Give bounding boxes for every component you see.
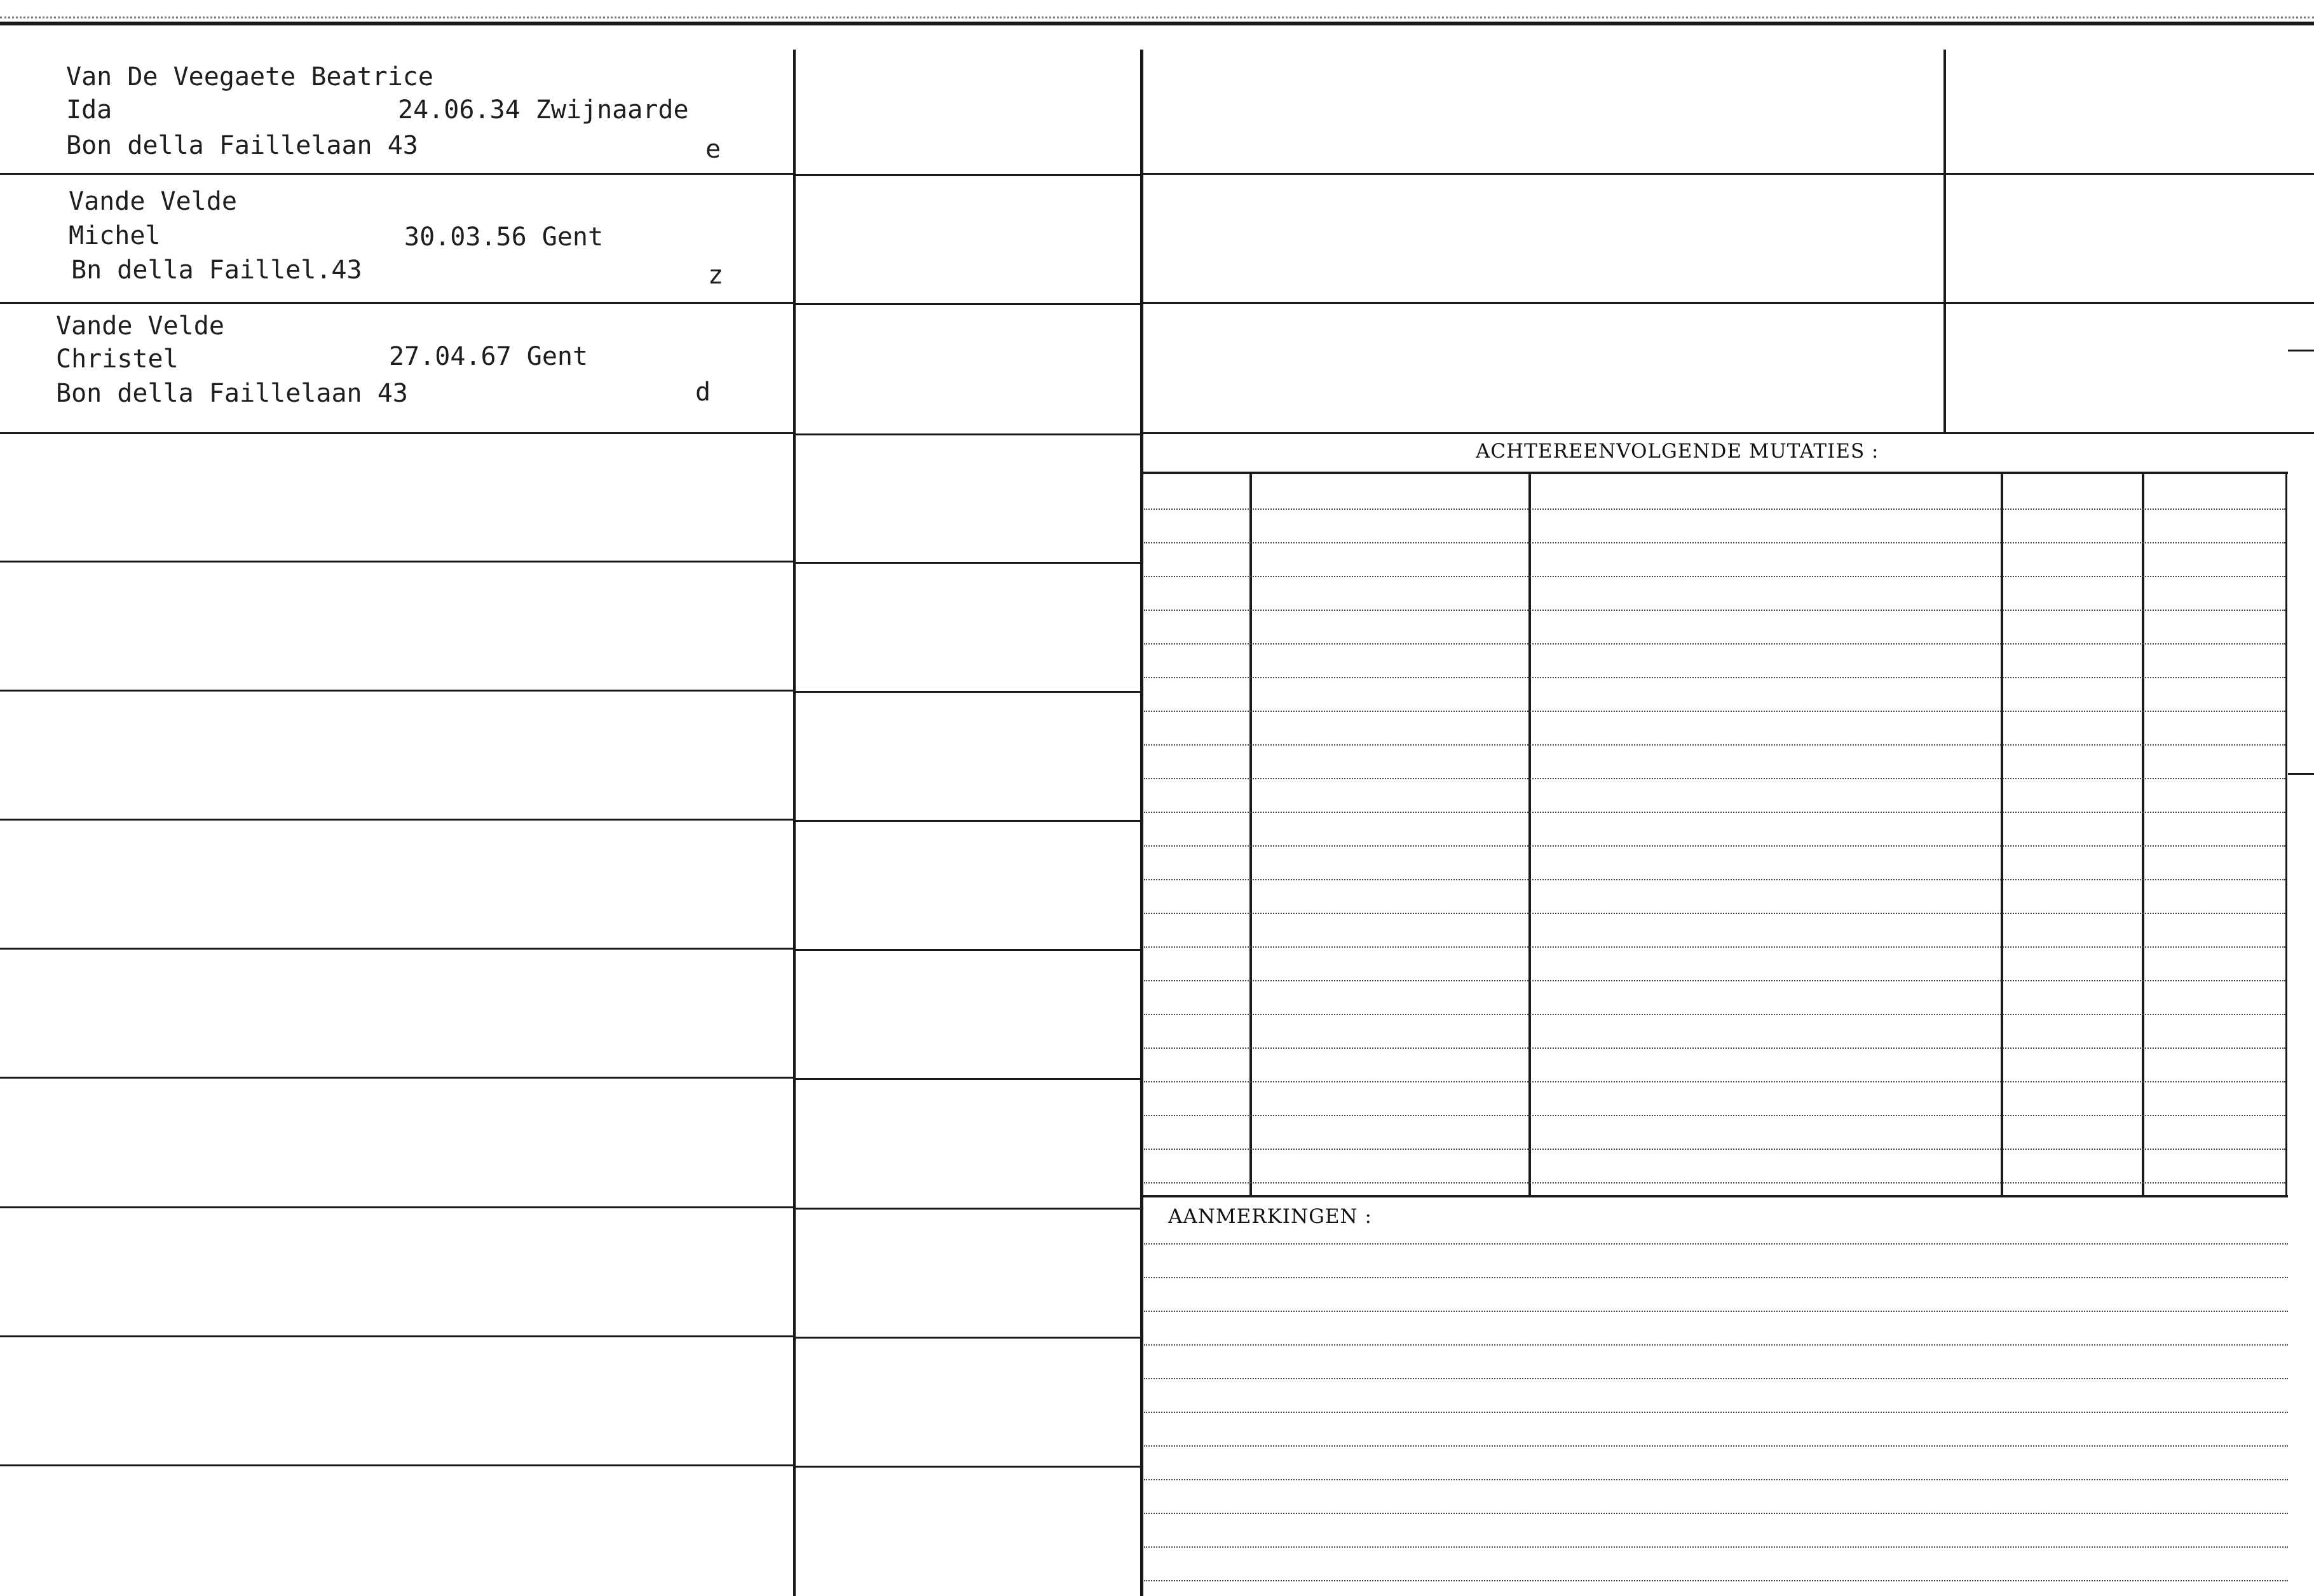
- remark-ruled-line: [1144, 1412, 2288, 1413]
- mutation-ruled-line: [1144, 677, 2285, 678]
- mutations-bottom-border: [1143, 1195, 2288, 1197]
- mutation-ruled-line: [1144, 778, 2285, 779]
- entry-address: Bon della Faillelaan 43: [66, 131, 418, 160]
- remark-ruled-line: [1144, 1546, 2288, 1548]
- mutations-col-line: [2142, 474, 2144, 1195]
- mutation-ruled-line: [1144, 1014, 2285, 1015]
- entry-code: e: [705, 135, 721, 164]
- mutation-ruled-line: [1144, 1081, 2285, 1082]
- mutation-ruled-line: [1144, 744, 2285, 746]
- mutation-ruled-line: [1144, 845, 2285, 847]
- right-row-line: [1143, 432, 2314, 434]
- right-row-line: [1143, 173, 2314, 175]
- left-row-line: [0, 690, 793, 692]
- middle-row-line: [796, 1337, 1140, 1339]
- entry-name: Vande Velde: [56, 311, 224, 341]
- mutation-ruled-line: [1144, 508, 2285, 510]
- remark-ruled-line: [1144, 1580, 2288, 1581]
- top-edge-line: [0, 22, 2314, 25]
- entry-firstname: Ida: [66, 95, 112, 125]
- middle-row-line: [796, 691, 1140, 693]
- mutation-ruled-line: [1144, 913, 2285, 914]
- entry-code: d: [695, 378, 711, 407]
- entry-address: Bon della Faillelaan 43: [56, 379, 408, 408]
- remark-ruled-line: [1144, 1479, 2288, 1480]
- remarks-heading: AANMERKINGEN :: [1168, 1205, 1372, 1228]
- remark-ruled-line: [1144, 1311, 2288, 1312]
- top-edge-noise: [0, 17, 2314, 18]
- left-row-line: [0, 302, 793, 304]
- mutation-ruled-line: [1144, 879, 2285, 880]
- entry-name: Van De Veegaete Beatrice: [66, 62, 433, 92]
- column-divider-2: [1140, 50, 1143, 1596]
- middle-row-line: [796, 174, 1140, 176]
- mutation-ruled-line: [1144, 542, 2285, 543]
- left-row-line: [0, 819, 793, 821]
- middle-row-line: [796, 1466, 1140, 1468]
- mutation-ruled-line: [1144, 812, 2285, 813]
- mutation-ruled-line: [1144, 610, 2285, 611]
- mutations-col-line: [1249, 474, 1252, 1195]
- remark-ruled-line: [1144, 1344, 2288, 1346]
- mutation-ruled-line: [1144, 980, 2285, 981]
- remark-ruled-line: [1144, 1243, 2288, 1245]
- left-row-line: [0, 173, 793, 175]
- mutation-ruled-line: [1144, 1149, 2285, 1150]
- column-divider-3: [1943, 50, 1946, 432]
- middle-row-line: [796, 1078, 1140, 1080]
- entry-code: z: [708, 261, 724, 290]
- margin-tick: [2288, 350, 2314, 351]
- middle-row-line: [796, 303, 1140, 305]
- left-row-line: [0, 1206, 793, 1208]
- middle-row-line: [796, 562, 1140, 564]
- remark-ruled-line: [1144, 1445, 2288, 1447]
- remark-ruled-line: [1144, 1277, 2288, 1278]
- mutations-heading: ACHTEREENVOLGENDE MUTATIES :: [1476, 440, 1879, 463]
- left-row-line: [0, 1464, 793, 1466]
- entry-birth: 24.06.34 Zwijnaarde: [398, 95, 689, 125]
- remark-ruled-line: [1144, 1513, 2288, 1514]
- right-row-line: [1143, 302, 2314, 304]
- left-row-line: [0, 948, 793, 950]
- entry-birth: 27.04.67 Gent: [389, 342, 589, 371]
- mutation-ruled-line: [1144, 1182, 2285, 1183]
- left-row-line: [0, 1335, 793, 1337]
- left-row-line: [0, 1077, 793, 1079]
- left-row-line: [0, 561, 793, 563]
- mutation-ruled-line: [1144, 1047, 2285, 1049]
- entry-birth: 30.03.56 Gent: [404, 222, 604, 252]
- mutations-col-line: [2001, 474, 2003, 1195]
- mutation-ruled-line: [1144, 946, 2285, 948]
- mutation-ruled-line: [1144, 643, 2285, 645]
- mutations-col-line: [1528, 474, 1531, 1195]
- entry-firstname: Michel: [69, 221, 161, 250]
- left-row-line: [0, 432, 793, 434]
- entry-firstname: Christel: [56, 344, 179, 374]
- mutation-ruled-line: [1144, 1115, 2285, 1116]
- mutation-ruled-line: [1144, 711, 2285, 712]
- column-divider-1: [793, 50, 796, 1596]
- mutations-col-line: [2285, 474, 2287, 1195]
- entry-name: Vande Velde: [69, 187, 237, 216]
- entry-address: Bn della Faillel.43: [71, 256, 362, 285]
- middle-row-line: [796, 433, 1140, 435]
- remark-ruled-line: [1144, 1378, 2288, 1379]
- middle-row-line: [796, 1208, 1140, 1210]
- mutation-ruled-line: [1144, 576, 2285, 577]
- mutations-top-border: [1143, 472, 2288, 474]
- margin-tick: [2288, 773, 2314, 775]
- middle-row-line: [796, 820, 1140, 822]
- middle-row-line: [796, 949, 1140, 951]
